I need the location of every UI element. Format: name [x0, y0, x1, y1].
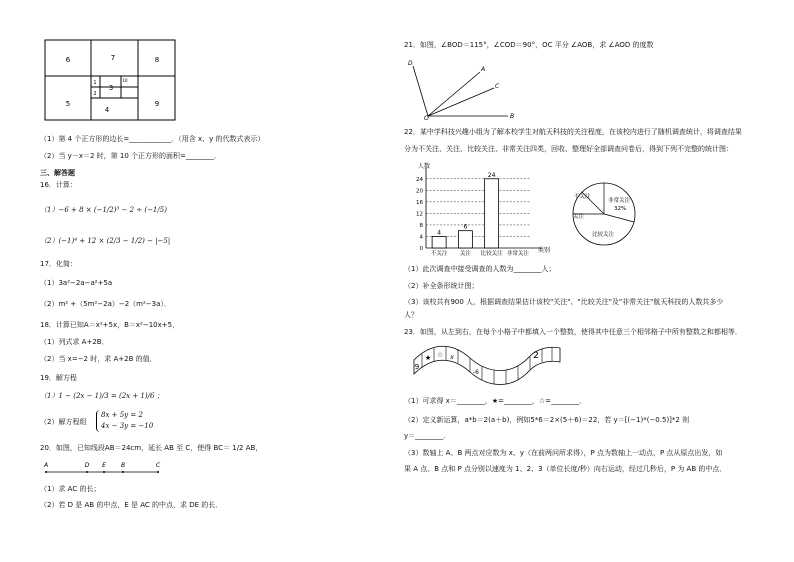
point-E: E [102, 462, 106, 469]
bar-category-label: 关注 [459, 251, 471, 257]
label-C: C [495, 83, 500, 90]
q22-part3-cont: 人？ [404, 311, 418, 319]
q23-text: 23．如图，从左到右，在每个小格子中都填入一个整数，使得其中任意三个相邻格子中所有整数之和都相等． [404, 328, 742, 336]
bar-chart-ytick-label: 4 [419, 234, 423, 241]
cell-star: ★ [424, 354, 432, 362]
square-label-2: 2 [93, 91, 97, 97]
cell-x: x [450, 354, 454, 361]
q23-part2-cont: y＝________． [404, 432, 451, 440]
bar-chart-xlabel: 类别 [538, 247, 551, 254]
q23-wave-strip [412, 342, 562, 388]
square-label-9: 9 [154, 100, 160, 108]
bar-category-label: 不关注 [430, 251, 448, 257]
q22-line2: 分为不关注、关注、比较关注、非常关注四类，回收、整理好全部调查问卷后，得到下列不完整的统计图： [404, 145, 733, 153]
q22-line1: 22．某中学科技兴趣小组为了解本校学生对航天科技的关注程度，在该校内进行了随机调查统计，将调查结果 [404, 128, 742, 136]
square-label-5: 5 [65, 100, 71, 108]
q17-part2: （2）m² +（5m²−2a）−2（m²−3a）． [40, 300, 171, 308]
q21-text: 21．如图，∠BOD＝115°，∠COD＝90°，OC 平分 ∠AOB，求 ∠AOD 的度数 [404, 41, 654, 49]
q18-part2: （2）当 x=−2 时，求 A+2B 的值． [40, 355, 157, 363]
q20-part2: （2）若 D 是 AB 的中点，E 是 AC 的中点，求 DE 的长． [40, 501, 223, 509]
bar-chart-ytick-label: 0 [419, 246, 423, 252]
square-label-3: 3 [108, 84, 114, 92]
q18-part1: （1）列式求 A+2B． [40, 338, 109, 346]
cell-white-star: ☆ [436, 351, 444, 359]
section-title: 三、解答题 [40, 169, 75, 177]
cell-2: 2 [533, 351, 539, 361]
q15-part1: （1）第 4 个正方形的边长=____________．（用含 x、y 的代数式表示） [40, 135, 265, 143]
bar-value-label: 4 [437, 229, 442, 237]
bar-chart-ytick-label: 24 [416, 176, 423, 183]
q21-angle-figure [408, 58, 518, 122]
square-label-4: 4 [104, 106, 110, 114]
bar-value-label: 24 [487, 171, 496, 179]
q19-eq1: 8x + 5y = 2 [101, 411, 143, 419]
bar-chart-ylabel: 人数 [418, 163, 431, 170]
q16-title: 16．计算： [40, 181, 77, 189]
bar-chart-ytick-label: 8 [419, 222, 423, 229]
q19-part2-label: （2）解方程组 [40, 418, 87, 426]
q23-part2: （2）定义新运算，a*b＝2(a＋b)，例如5*6＝2×(5＋6)＝22，若 y＝[(−1)*(−0.5)]*2 则 [404, 416, 690, 424]
q16-part2: （2）(−1)⁴ + 12 × (2/3 − 1/2) − |−5| [40, 237, 171, 245]
label-O: O [424, 115, 429, 122]
bar-value-label: 6 [463, 223, 468, 231]
q20-title: 20．如图，已知线段AB＝24cm，延长 AB 至 C，使得 BC＝ 1/2 AB， [40, 444, 263, 452]
point-C: C [155, 462, 161, 469]
cell-neg6: -6 [473, 369, 479, 376]
q23-part3-cont: 果 A 点、B 点和 P 点分别以速度为 1、2、3（单位长度/秒）向右运动，经过几秒后，P 为 AB 的中点． [404, 465, 727, 473]
bar-2 [458, 231, 472, 248]
pie-label-buguanzhu: 不关注 [574, 194, 591, 200]
square-label-1: 1 [93, 80, 97, 86]
q19-title: 19．解方程 [40, 374, 77, 382]
q18-title: 18．计算已知A＝x²+5x，B＝x²−10x+5， [40, 321, 180, 329]
q23-part3: （3）数轴上 A、B 两点对应数为 x、y（在前两问所求得），P 点为数轴上一动点，P 点从原点出发，如 [404, 449, 723, 457]
bar-chart-ytick-label: 12 [416, 211, 423, 218]
pie-label-feichang: 非常关注 [608, 198, 631, 204]
q22-part1: （1）此次调查中接受调查的人数为________人； [404, 265, 556, 273]
squares-figure [45, 40, 175, 120]
bar-category-label: 比较关注 [480, 251, 503, 257]
q15-part2: （2）当 y－x＝2 时，第 10 个正方形的面积=________． [40, 152, 221, 160]
system-brace [96, 410, 100, 432]
point-D: D [84, 462, 90, 469]
bar-1 [432, 236, 446, 248]
bar-3 [485, 179, 499, 248]
bar-chart-ytick-label: 20 [416, 188, 423, 195]
q20-part1: （1）求 AC 的长； [40, 485, 101, 493]
q22-part3: （3）该校共有900 人，根据调查结果估计该校"关注"、"比较关注"及"非常关注"航天科技的人数共多少 [404, 298, 724, 306]
q17-part1: （1）3a²−2a−a²+5a [40, 279, 113, 287]
pie-label-guanzhu: 关注 [573, 214, 585, 220]
label-B: B [510, 113, 515, 120]
square-label-10: 10 [122, 78, 128, 83]
q17-title: 17．化简： [40, 260, 77, 268]
label-D: D [408, 60, 413, 67]
square-label-8: 8 [154, 56, 160, 64]
bar-chart [408, 160, 558, 260]
point-B: B [120, 462, 126, 469]
pie-label-bijiao: 比较关注 [592, 232, 615, 238]
q19-eq2: 4x − 3y = −10 [101, 422, 154, 430]
pie-chart [568, 178, 648, 258]
q23-part1: （1）可求得 x＝________，★=________，☆=________． [404, 397, 587, 405]
q19-part1: （1）1 − (2x − 1)/3 = (2x + 1)/6 ； [40, 392, 164, 400]
cell-9: 9 [414, 363, 420, 371]
point-A: A [43, 462, 49, 469]
bar-category-label: 非常关注 [506, 251, 529, 257]
q22-part2: （2）补全条形统计图； [404, 282, 479, 290]
bar-chart-ytick-label: 16 [416, 199, 423, 206]
q16-part1: （1）−6 + 8 × (−1/2)³ − 2 ÷ (−1/5) [40, 206, 167, 214]
square-label-7: 7 [110, 54, 116, 62]
square-label-6: 6 [65, 56, 71, 64]
pie-percent-feichang: 32% [614, 206, 627, 212]
label-A: A [481, 66, 486, 73]
pie-divider-4 [604, 214, 634, 222]
q20-segment-figure [44, 462, 174, 478]
